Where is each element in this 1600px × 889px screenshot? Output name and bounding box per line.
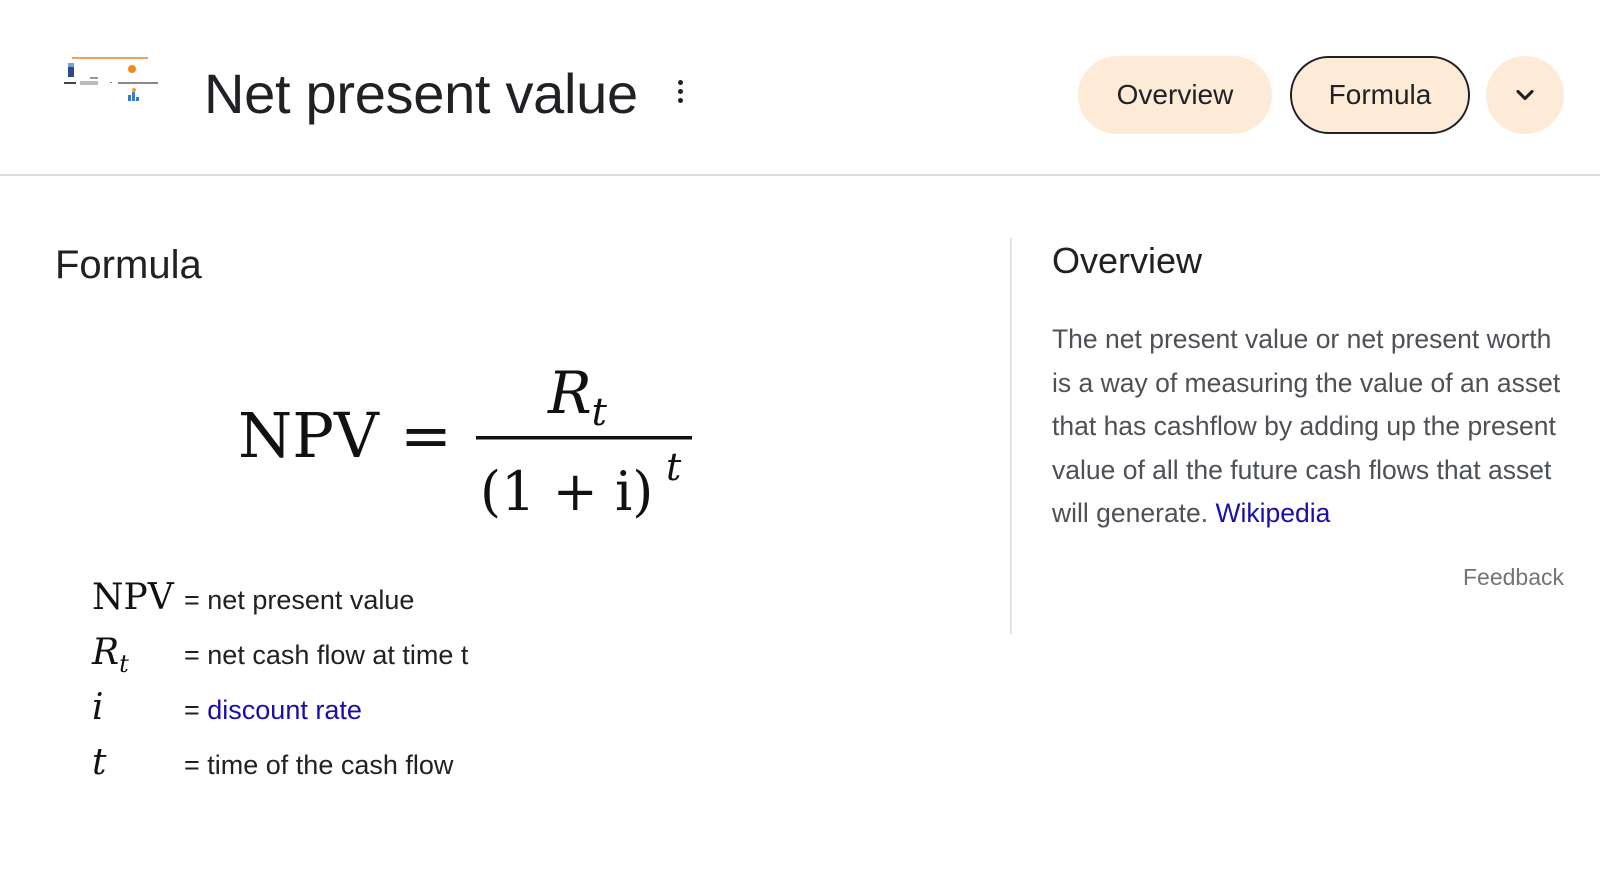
variable-symbol: NPV — [92, 577, 174, 618]
equals-sign: = — [184, 640, 208, 670]
equals-sign: = — [184, 695, 208, 725]
tab-formula-label: Formula — [1328, 79, 1432, 110]
variable-definition — [184, 582, 414, 618]
chevron-down-icon — [1511, 81, 1539, 109]
variable-row-npv — [92, 578, 612, 633]
fraction-bar — [476, 436, 692, 440]
variable-symbol: i — [92, 687, 104, 728]
more-vert-icon[interactable] — [672, 80, 688, 110]
expand-tabs-button[interactable] — [1486, 56, 1564, 134]
formula-thumbnail-image[interactable] — [60, 55, 160, 115]
overview-description — [1052, 318, 1572, 536]
knowledge-panel-header — [0, 0, 1600, 176]
equation-equals: = — [400, 399, 452, 472]
tab-formula[interactable] — [1290, 56, 1470, 134]
variable-definition — [184, 747, 453, 783]
equation-exponent: t — [666, 445, 682, 489]
equation-numerator — [547, 359, 608, 434]
definition-text: net present value — [207, 585, 415, 615]
variable-symbol: $R_t$ — [92, 632, 129, 678]
numerator-subscript: t — [591, 390, 607, 434]
variable-symbol: t — [92, 742, 107, 783]
equation-lhs: NPV — [238, 399, 379, 472]
discount-rate-link[interactable]: discount rate — [207, 695, 362, 725]
wikipedia-link[interactable]: Wikipedia — [1215, 498, 1331, 528]
overview-heading: Overview — [1052, 240, 1203, 281]
npv-equation — [238, 355, 708, 545]
formula-heading: Formula — [55, 243, 202, 287]
tab-overview[interactable] — [1078, 56, 1272, 134]
variable-row-t — [92, 743, 612, 798]
variable-row-i — [92, 688, 612, 743]
column-divider — [1010, 238, 1012, 634]
equals-sign: = — [184, 585, 208, 615]
feedback-link[interactable]: Feedback — [1462, 564, 1564, 590]
equals-sign: = — [184, 750, 208, 780]
page-title: Net present value — [204, 62, 638, 125]
variable-subscript: t — [119, 650, 129, 678]
variable-definitions — [92, 578, 612, 798]
variable-definition — [184, 637, 468, 673]
variable-definition — [184, 692, 362, 728]
tab-overview-label: Overview — [1116, 79, 1234, 110]
definition-text: time of the cash flow — [207, 750, 454, 780]
variable-row-rt — [92, 633, 612, 688]
definition-text: net cash flow at time t — [207, 640, 469, 670]
numerator-symbol: R — [548, 359, 592, 427]
equation-denominator: (1 + i) — [480, 460, 654, 523]
overview-description-text: The net present value or net present worth is a way of measuring the value of an asset that has cashflow by adding up the present value of all the future cash flows that asset will generate. — [1052, 324, 1561, 528]
